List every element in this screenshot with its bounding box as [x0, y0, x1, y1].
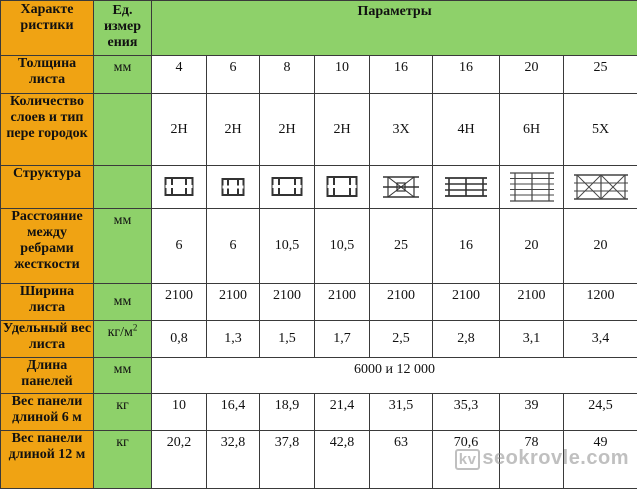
header-parameters: Параметры — [152, 1, 637, 56]
row-label-rib-spacing: Расстояние между ребрами жесткости — [1, 209, 94, 284]
cell-value: 8 — [260, 56, 315, 94]
row-unit-layers — [94, 94, 152, 166]
row-label-layers: Количество слоев и тип пере городок — [1, 94, 94, 166]
3x-profile-icon — [382, 175, 420, 199]
row-label-weight-6m: Вес панели длиной 6 м — [1, 394, 94, 431]
cell-value: 63 — [370, 431, 433, 489]
header-unit: Ед. измер ения — [94, 1, 152, 56]
cell-value: 1,3 — [207, 321, 260, 358]
row-label-weight-12m: Вес панели длиной 12 м — [1, 431, 94, 489]
cell-value: 16 — [433, 56, 500, 94]
cell-value: 20 — [564, 209, 637, 284]
cell-value: 1200 — [564, 284, 637, 321]
row-label-specific-weight: Удельный вес листа — [1, 321, 94, 358]
cell-value: 2100 — [207, 284, 260, 321]
2h-profile-icon — [221, 176, 245, 198]
row-label-thickness: Толщина листа — [1, 56, 94, 94]
cell-value: 25 — [564, 56, 637, 94]
cell-value: 25 — [370, 209, 433, 284]
cell-value: 31,5 — [370, 394, 433, 431]
cell-value: 3,4 — [564, 321, 637, 358]
cell-value: 16,4 — [207, 394, 260, 431]
cell-value: 2100 — [152, 284, 207, 321]
cell-value: 3X — [370, 94, 433, 166]
cell-value: 10 — [152, 394, 207, 431]
cell-value: 18,9 — [260, 394, 315, 431]
4h-profile-icon — [444, 176, 488, 198]
cell-value: 42,8 — [315, 431, 370, 489]
cell-value: 39 — [500, 394, 564, 431]
cell-value: 21,4 — [315, 394, 370, 431]
row-unit-panel-length: мм — [94, 358, 152, 394]
cell-value: 78 — [500, 431, 564, 489]
cell-value: 4H — [433, 94, 500, 166]
cell-value: 24,5 — [564, 394, 637, 431]
cell-value: 20 — [500, 56, 564, 94]
cell-value: 2100 — [260, 284, 315, 321]
watermark-logo-icon: kv — [455, 449, 481, 470]
watermark — [455, 447, 629, 470]
cell-value: 2H — [315, 94, 370, 166]
cell-value: 1,5 — [260, 321, 315, 358]
cell-value: 6H — [500, 94, 564, 166]
cell-value: 10,5 — [315, 209, 370, 284]
panel-length-value: 6000 и 12 000 — [152, 358, 637, 394]
cell-value: 3,1 — [500, 321, 564, 358]
cell-value: 49 — [564, 431, 637, 489]
cell-value: 2100 — [500, 284, 564, 321]
cell-value: 2,8 — [433, 321, 500, 358]
cell-value: 2H — [207, 94, 260, 166]
cell-value: 6 — [207, 209, 260, 284]
row-unit-thickness: мм — [94, 56, 152, 94]
cell-value: 32,8 — [207, 431, 260, 489]
row-unit-sheet-width: мм — [94, 284, 152, 321]
row-unit-rib-spacing: мм — [94, 209, 152, 284]
row-label-panel-length: Длина панелей — [1, 358, 94, 394]
cell-value: 35,3 — [433, 394, 500, 431]
watermark-text: seokrovle.com — [482, 447, 629, 469]
cell-value: 16 — [433, 209, 500, 284]
cell-value: 6 — [152, 209, 207, 284]
cell-value: 16 — [370, 56, 433, 94]
row-label-structure: Структура — [1, 166, 94, 209]
cell-value: 10,5 — [260, 209, 315, 284]
cell-value: 0,8 — [152, 321, 207, 358]
6h-profile-icon — [509, 171, 555, 203]
cell-value: 2,5 — [370, 321, 433, 358]
row-unit-specific-weight: $кг/м^2$ — [94, 321, 152, 358]
cell-value: 2100 — [370, 284, 433, 321]
cell-value: 37,8 — [260, 431, 315, 489]
cell-value: 2100 — [433, 284, 500, 321]
row-unit-weight-6m: кг — [94, 394, 152, 431]
cell-value: 2H — [152, 94, 207, 166]
cell-value: 2100 — [315, 284, 370, 321]
row-unit-weight-12m: кг — [94, 431, 152, 489]
cell-value: 70,6 — [433, 431, 500, 489]
cell-value: 2H — [260, 94, 315, 166]
cell-value: 6 — [207, 56, 260, 94]
2h-profile-icon — [326, 175, 358, 199]
cell-value: 20 — [500, 209, 564, 284]
2h-profile-icon — [271, 176, 303, 198]
cell-value: 20,2 — [152, 431, 207, 489]
cell-value: 10 — [315, 56, 370, 94]
cell-value: 4 — [152, 56, 207, 94]
row-unit-structure — [94, 166, 152, 209]
header-characteristics: Характе ристики — [1, 1, 94, 56]
cell-value: 5X — [564, 94, 637, 166]
cell-value: 1,7 — [315, 321, 370, 358]
row-label-sheet-width: Ширина листа — [1, 284, 94, 321]
5x-profile-icon — [573, 173, 629, 201]
2h-profile-icon — [164, 176, 194, 198]
